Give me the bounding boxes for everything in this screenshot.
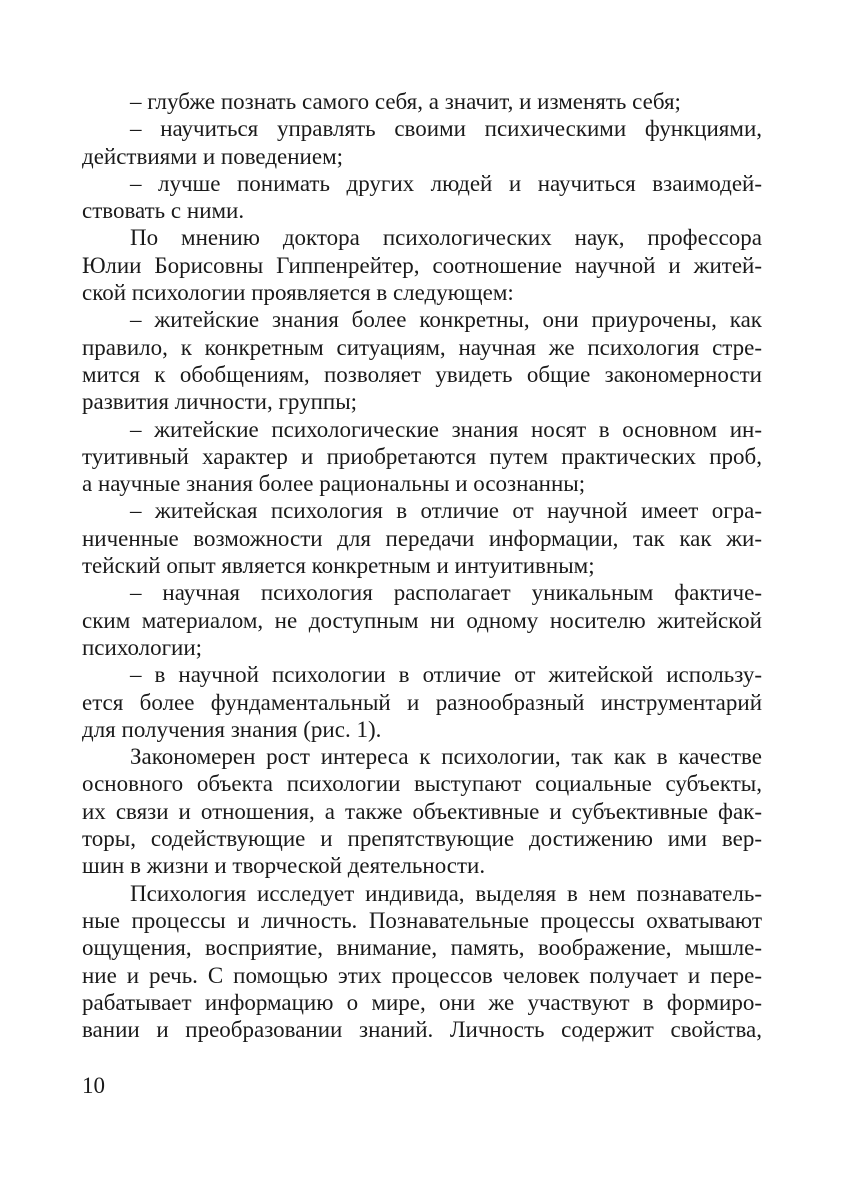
text-line: – житейские знания более конкретны, они приурочены, как [130, 307, 762, 333]
text-line: развития личности, группы; [82, 389, 358, 415]
text-line: действиями и поведением; [82, 143, 344, 169]
text-line: туитивный характер и приобретаются путем практических проб, [82, 443, 762, 469]
text-line: – научная психология располагает уникальным фактиче- [130, 580, 762, 606]
text-line: – житейские психологические знания носят в основном ин- [130, 416, 762, 442]
text-line: их связи и отношения, а также объективные и субъективные фак- [82, 798, 762, 824]
page-number: 10 [82, 1073, 105, 1098]
text-line: ским материалом, не доступным ни одному носителю житейской [82, 607, 762, 633]
text-line: правило, к конкретным ситуациям, научная же психология стре- [82, 334, 762, 360]
text-line: По мнению доктора психологических наук, профессора [130, 225, 762, 251]
text-line: Закономерен рост интереса к психологии, так как в качестве [130, 744, 762, 770]
text-line: ниченные возможности для передачи информации, так как жи- [82, 525, 762, 551]
text-line: – научиться управлять своими психическими функциями, [130, 116, 762, 142]
text-line: психологии; [82, 634, 203, 660]
text-line: – глубже познать самого себя, а значит, и изменять себя; [130, 89, 681, 114]
text-line: вании и преобразовании знаний. Личность содержит свойства, [82, 1017, 762, 1043]
text-line: ской психологии проявляется в следующем: [82, 280, 514, 306]
text-line: – лучше понимать других людей и научиться взаимодей- [130, 170, 762, 196]
text-line: – в научной психологии в отличие от житейской использу- [130, 662, 762, 688]
text-line: мится к обобщениям, позволяет увидеть общие закономерности [82, 361, 762, 387]
text-line: ствовать с ними. [82, 198, 245, 224]
text-line: для получения знания (рис. 1). [82, 716, 382, 742]
text-line: рабатывает информацию о мире, они же участвуют в формиро- [82, 989, 762, 1015]
text-line: ние и речь. С помощью этих процессов человек получает и пере- [82, 962, 762, 988]
text-line: основного объекта психологии выступают социальные субъекты, [82, 771, 762, 797]
text-line: ется более фундаментальный и разнообразный инструментарий [82, 689, 762, 715]
page-text-body [82, 88, 762, 1043]
text-line: шин в жизни и творческой деятельности. [82, 853, 486, 879]
text-line: торы, содействующие и препятствующие достижению ими вер- [82, 826, 762, 852]
text-line: тейский опыт является конкретным и интуитивным; [82, 553, 595, 579]
text-line: а научные знания более рациональны и осознанны; [82, 471, 586, 497]
text-line: Психология исследует индивида, выделяя в нем познаватель- [130, 880, 762, 906]
text-line: Юлии Борисовны Гиппенрейтер, соотношение научной и житей- [82, 252, 762, 278]
text-line: ные процессы и личность. Познавательные процессы охватывают [82, 907, 762, 933]
text-line: – житейская психология в отличие от научной имеет огра- [130, 498, 762, 524]
text-line: ощущения, восприятие, внимание, память, воображение, мышле- [82, 935, 762, 961]
